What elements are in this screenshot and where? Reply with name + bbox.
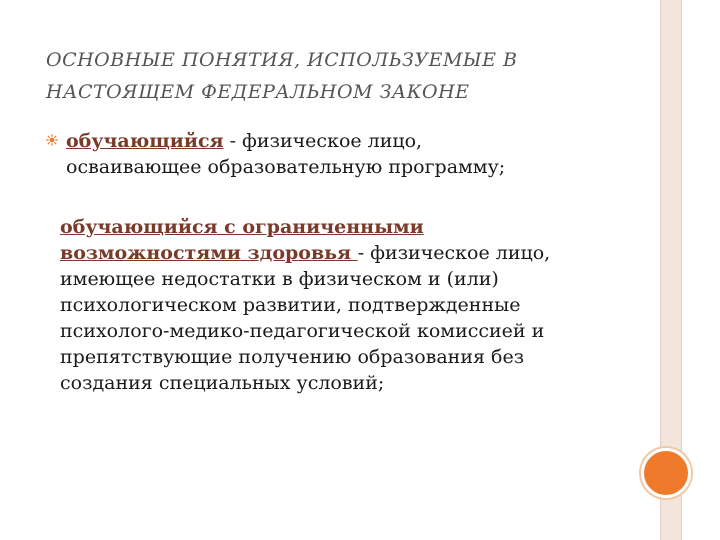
definition-line-2: психологическом развитии, подтвержденные xyxy=(60,294,521,316)
bullet-text-1 xyxy=(66,128,626,180)
definition-line-5: создания специальных условий; xyxy=(60,372,385,394)
definition-line-3: психолого-медико-педагогической комиссией и xyxy=(60,320,545,342)
term-line-2: возможностями здоровья xyxy=(60,242,358,264)
title-line-1: ОСНОВНЫЕ ПОНЯТИЯ, ИСПОЛЬЗУЕМЫЕ В xyxy=(46,49,518,71)
decorative-orange-circle xyxy=(641,448,691,498)
definition-student-part1: - физическое лицо, xyxy=(223,130,423,152)
slide-title xyxy=(46,44,636,108)
definition-line-1: имеющее недостатки в физическом и (или) xyxy=(60,268,499,290)
term-student: обучающийся xyxy=(66,130,224,152)
definition-student-part2: осваивающее образовательную программу; xyxy=(66,156,506,178)
sun-bullet-icon xyxy=(46,134,58,146)
term-line-1: обучающийся с ограниченными xyxy=(60,216,424,238)
paragraph-disabled-student xyxy=(60,214,640,396)
definition-first: - физическое лицо, xyxy=(357,242,551,264)
definition-line-4: препятствующие получению образования без xyxy=(60,346,525,368)
title-line-2: НАСТОЯЩЕМ ФЕДЕРАЛЬНОМ ЗАКОНЕ xyxy=(46,81,470,103)
